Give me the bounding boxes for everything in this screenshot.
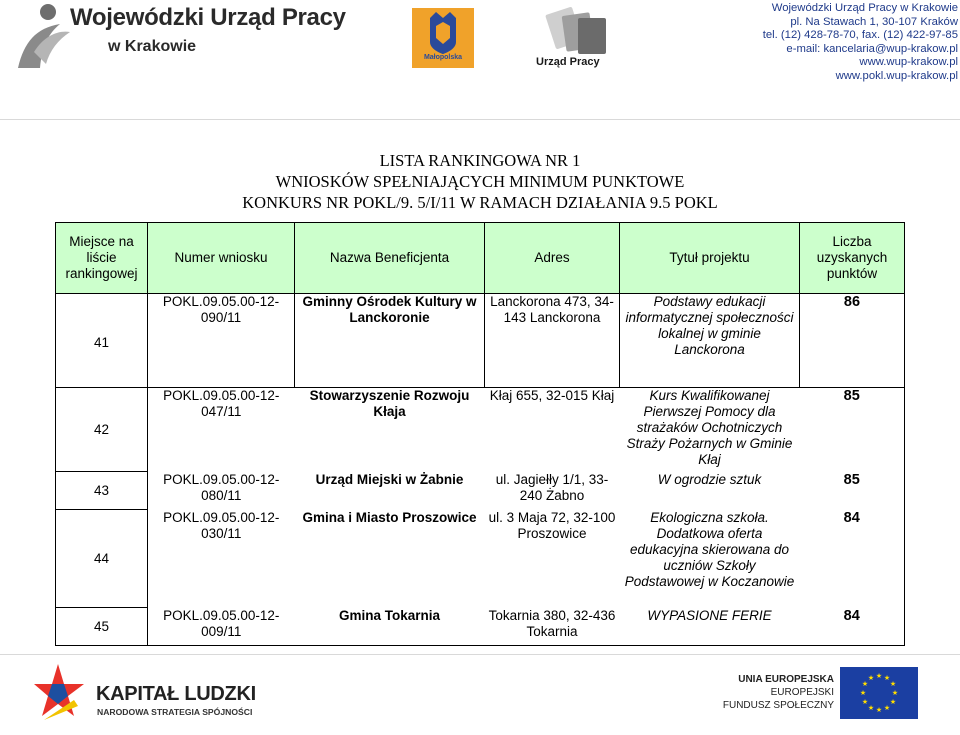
title-line-1: LISTA RANKINGOWA NR 1	[379, 151, 581, 170]
header-address: Adres	[485, 223, 620, 294]
contact-email-link[interactable]: e-mail: kancelaria@wup-krakow.pl	[786, 42, 958, 55]
svg-text:★: ★	[867, 704, 875, 712]
header-number: Numer wniosku	[148, 223, 295, 294]
cell-rank: 41	[56, 294, 148, 388]
cell-project: W ogrodzie sztuk	[657, 471, 762, 487]
cell-beneficiary: Gmina i Miasto Proszowice	[302, 509, 477, 525]
contact-line: Wojewódzki Urząd Pracy w Krakowie	[771, 2, 958, 14]
table-row	[56, 510, 905, 608]
table-row	[56, 388, 905, 472]
contact-pokl-website-link[interactable]: www.pokl.wup-krakow.pl	[835, 69, 958, 82]
svg-text:★: ★	[861, 680, 869, 688]
wup-swoosh-logo-icon	[14, 2, 72, 74]
title-line-3: KONKURS NR POKL/9. 5/I/11 W RAMACH DZIAŁANIA 9.5 POKL	[242, 193, 718, 212]
cell-number: POKL.09.05.00-12-009/11	[148, 608, 295, 646]
header-beneficiary: Nazwa Beneficjenta	[295, 223, 485, 294]
svg-text:★: ★	[875, 706, 883, 714]
table-row	[56, 608, 905, 646]
urzad-pracy-label: Urząd Pracy	[536, 56, 600, 68]
cell-points: 86	[800, 294, 905, 388]
eu-text-block	[688, 673, 834, 712]
cell-rank: 42	[56, 388, 148, 472]
cell-beneficiary: Urząd Miejski w Żabnie	[315, 471, 464, 487]
svg-text:★: ★	[883, 674, 891, 682]
document-title	[0, 150, 960, 213]
contact-line: pl. Na Stawach 1, 30-107 Kraków	[790, 15, 958, 28]
cell-rank: 44	[56, 510, 148, 608]
cell-address: ul. 3 Maja 72, 32-100 Proszowice	[488, 509, 616, 541]
svg-text:★: ★	[875, 672, 883, 680]
eu-line-2: EUROPEJSKI	[770, 687, 834, 698]
header-divider	[0, 119, 960, 120]
cell-project: Ekologiczna szkoła. Dodatkowa oferta edukacyjna skierowana do uczniów Szkoły Podstawowej w Koczanowie	[624, 509, 795, 589]
ranking-table	[55, 222, 905, 646]
svg-text:★: ★	[889, 680, 897, 688]
cell-rank: 45	[56, 608, 148, 646]
svg-text:★: ★	[859, 689, 867, 697]
cell-address: Kłaj 655, 32-015 Kłaj	[489, 388, 615, 403]
malopolska-label: Małopolska	[423, 54, 463, 61]
eu-line-3: FUNDUSZ SPOŁECZNY	[722, 700, 834, 711]
cell-beneficiary: Stowarzyszenie Rozwoju Kłaja	[309, 388, 470, 419]
cell-points: 85	[800, 388, 905, 472]
eu-line-1: UNIA EUROPEJSKA	[738, 674, 834, 685]
kapital-ludzki-star-logo-icon	[34, 660, 90, 730]
cell-number: POKL.09.05.00-12-080/11	[163, 471, 280, 503]
cell-project: Kurs Kwalifikowanej Pierwszej Pomocy dla strażaków Ochotniczych Straży Pożarnych w Gminie Kłaj	[626, 388, 793, 467]
table-row	[56, 472, 905, 510]
cell-points: 84	[800, 608, 905, 646]
cell-number: POKL.09.05.00-12-090/11	[148, 294, 295, 388]
cell-beneficiary: Gminny Ośrodek Kultury w Lanckoronie	[295, 294, 485, 388]
table-row	[56, 294, 905, 388]
contact-website-link[interactable]: www.wup-krakow.pl	[859, 56, 958, 68]
cell-points: 85	[800, 472, 905, 510]
cell-address: ul. Jagiełły 1/1, 33-240 Żabno	[495, 471, 609, 503]
cell-address: Tokarnia 380, 32-436 Tokarnia	[485, 608, 620, 646]
org-city: w Krakowie	[108, 38, 197, 55]
svg-text:★: ★	[861, 698, 869, 706]
cell-number: POKL.09.05.00-12-047/11	[163, 388, 280, 419]
cell-beneficiary: Gmina Tokarnia	[295, 608, 485, 646]
header-points: Liczba uzyskanych punktów	[800, 223, 905, 294]
cell-project: WYPASIONE FERIE	[620, 608, 800, 646]
svg-text:★: ★	[867, 674, 875, 682]
table-header-row	[56, 223, 905, 294]
svg-text:★: ★	[883, 704, 891, 712]
svg-text:★: ★	[891, 689, 899, 697]
contact-line: tel. (12) 428-78-70, fax. (12) 422-97-85	[762, 29, 958, 41]
org-name: Wojewódzki Urząd Pracy	[70, 4, 346, 31]
cell-number: POKL.09.05.00-12-030/11	[163, 509, 280, 541]
footer-divider	[0, 654, 960, 655]
eu-flag-icon	[840, 667, 918, 719]
cell-address: Lanckorona 473, 34-143 Lanckorona	[485, 294, 620, 388]
header-project: Tytuł projektu	[620, 223, 800, 294]
kapital-ludzki-title: KAPITAŁ LUDZKI	[96, 683, 256, 705]
svg-text:★: ★	[889, 698, 897, 706]
cell-project: Podstawy edukacji informatycznej społeczności lokalnej w gminie Lanckorona	[620, 294, 800, 388]
kapital-ludzki-subtitle: NARODOWA STRATEGIA SPÓJNOŚCI	[97, 707, 253, 717]
header-rank: Miejsce na liście rankingowej	[56, 223, 148, 294]
cell-rank: 43	[56, 472, 148, 510]
cell-points: 84	[800, 510, 905, 608]
title-line-2: WNIOSKÓW SPEŁNIAJĄCYCH MINIMUM PUNKTOWE	[275, 172, 685, 191]
contact-block	[700, 2, 958, 83]
